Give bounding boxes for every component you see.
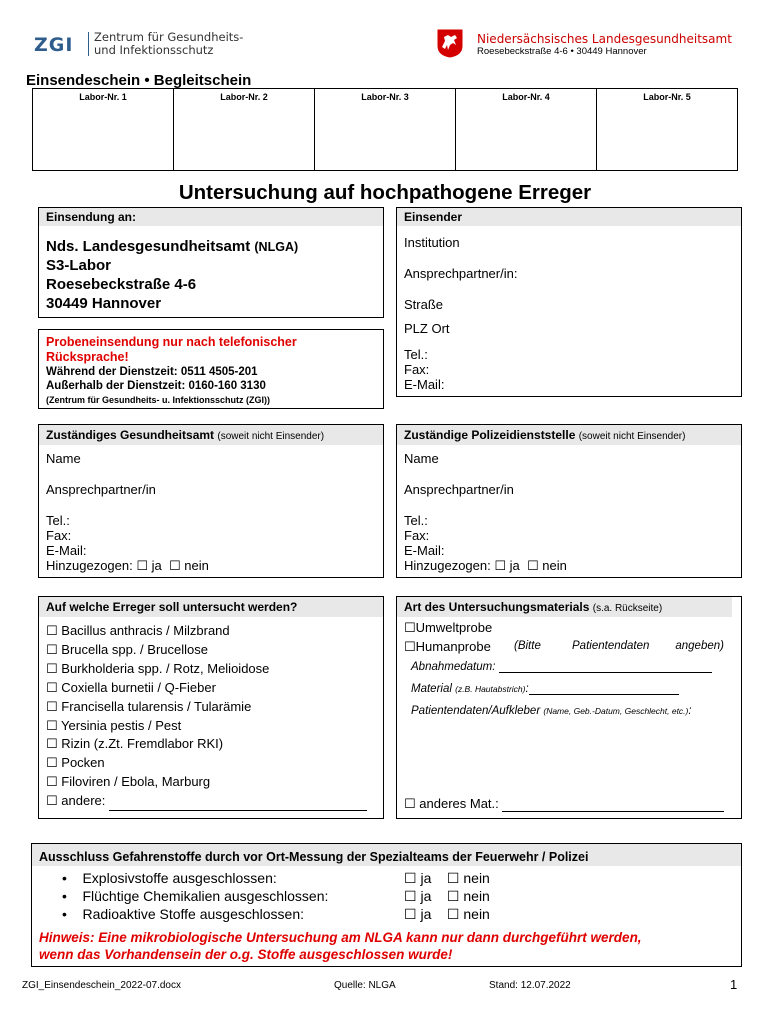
- erreger-item[interactable]: [46, 717, 367, 736]
- notice-line3: Während der Dienstzeit: 0511 4505-201: [46, 366, 258, 378]
- umweltprobe-checkbox[interactable]: ☐: [404, 621, 416, 636]
- abnahmedatum-label: Abnahmedatum:: [411, 661, 496, 673]
- material-label: Material: [411, 683, 452, 695]
- ausschluss-chemikalien-options: [404, 888, 490, 905]
- erreger-label: Filoviren / Ebola, Marburg: [61, 774, 211, 790]
- erreger-label: Bacillus anthracis / Milzbrand: [61, 623, 230, 638]
- polizei-email[interactable]: E-Mail:: [404, 543, 445, 558]
- radioaktiv-nein-label: nein: [463, 906, 490, 922]
- erreger-label: Coxiella burnetii / Q-Fieber: [61, 679, 216, 695]
- patientenaufkleber-label: Patientendaten/Aufkleber: [411, 705, 541, 717]
- ausschluss-radioaktiv-options: [404, 906, 490, 923]
- labor-number-table: [32, 88, 738, 171]
- gesundheitsamt-nein-checkbox[interactable]: ☐: [169, 559, 181, 574]
- einsender-ansprechpartner[interactable]: Ansprechpartner/in:: [404, 266, 518, 281]
- bullet: •: [62, 870, 67, 886]
- labor-nr-4[interactable]: Labor-Nr. 4: [456, 89, 597, 171]
- anderes-material-field[interactable]: [404, 796, 724, 812]
- polizei-name[interactable]: Name: [404, 451, 439, 466]
- erreger-checkbox[interactable]: ☐: [46, 661, 58, 677]
- erreger-item[interactable]: [46, 754, 367, 773]
- ausschluss-item-label: Explosivstoffe ausgeschlossen:: [82, 870, 277, 886]
- erreger-label: Brucella spp. / Brucellose: [61, 641, 208, 657]
- chemikalien-ja-checkbox[interactable]: ☐: [404, 889, 417, 905]
- erreger-checkbox[interactable]: ☐: [46, 642, 58, 658]
- einsender-plz-ort[interactable]: PLZ Ort: [404, 321, 450, 336]
- erreger-andere-checkbox[interactable]: ☐: [46, 794, 58, 810]
- material-header: [404, 600, 662, 614]
- labor-nr-5[interactable]: Labor-Nr. 5: [597, 89, 738, 171]
- nlga-address: Roesebeckstraße 4-6 • 30449 Hannover: [477, 46, 647, 57]
- gesundheitsamt-name[interactable]: Name: [46, 451, 81, 466]
- humanprobe-label: Humanprobe: [415, 639, 491, 654]
- hinweis-line1: Hinweis: Eine mikrobiologische Untersuchung am NLGA kann nur dann durchgeführt werden,: [39, 930, 642, 945]
- explosiv-nein-label: nein: [463, 870, 490, 886]
- einsendung-address-line1: [46, 237, 298, 257]
- material-header-text: Art des Untersuchungsmaterials: [404, 600, 590, 614]
- bullet: •: [62, 906, 67, 922]
- erreger-checkbox[interactable]: ☐: [46, 624, 58, 639]
- gesundheitsamt-header-text: Zuständiges Gesundheitsamt: [46, 428, 215, 442]
- explosiv-ja-label: ja: [420, 870, 432, 886]
- erreger-item[interactable]: [46, 679, 367, 698]
- ausschluss-item-radioaktiv: [62, 906, 304, 922]
- humanprobe-note: [514, 640, 724, 652]
- einsender-institution[interactable]: Institution: [404, 235, 460, 250]
- polizei-nein-checkbox[interactable]: ☐: [527, 559, 539, 574]
- footer-filename: ZGI_Einsendeschein_2022-07.docx: [22, 980, 181, 991]
- material-field[interactable]: [411, 683, 679, 695]
- material-header-note: (s.a. Rückseite): [592, 603, 663, 614]
- footer-quelle: Quelle: NLGA: [334, 980, 396, 991]
- einsendung-address-name: Nds. Landesgesundheitsamt: [46, 238, 251, 255]
- chemikalien-ja-label: ja: [420, 888, 432, 904]
- einsendung-address-line2: S3-Labor: [46, 257, 112, 274]
- explosiv-nein-checkbox[interactable]: ☐: [446, 871, 460, 887]
- einsender-tel[interactable]: Tel.:: [404, 347, 428, 362]
- erreger-label: Pocken: [61, 755, 105, 771]
- footer-page-number: 1: [730, 977, 738, 992]
- abnahmedatum-line[interactable]: [499, 661, 712, 673]
- gesundheitsamt-tel[interactable]: Tel.:: [46, 513, 70, 528]
- ausschluss-item-explosiv: [62, 870, 277, 886]
- humanprobe-note-angeben: angeben): [675, 640, 724, 652]
- erreger-andere[interactable]: [46, 792, 367, 811]
- patientenaufkleber-colon: :: [688, 705, 692, 717]
- einsendung-address-abbr: (NLGA): [254, 240, 299, 254]
- gesundheitsamt-ja-label: ja: [151, 558, 162, 573]
- polizei-hinzugezogen-label: Hinzugezogen:: [404, 558, 491, 573]
- polizei-header: [404, 428, 685, 442]
- erreger-header: Auf welche Erreger soll untersucht werden?: [46, 600, 298, 614]
- notice-line2: Rücksprache!: [46, 350, 129, 364]
- labor-nr-3[interactable]: Labor-Nr. 3: [315, 89, 456, 171]
- anderes-material-line[interactable]: [502, 799, 724, 812]
- gesundheitsamt-hinzugezogen: [46, 558, 209, 574]
- polizei-header-note: (soweit nicht Einsender): [578, 431, 686, 442]
- humanprobe-note-bitte: (Bitte: [514, 640, 541, 652]
- explosiv-ja-checkbox[interactable]: ☐: [404, 871, 417, 887]
- chemikalien-nein-checkbox[interactable]: ☐: [446, 889, 460, 905]
- polizei-fax[interactable]: Fax:: [404, 528, 430, 543]
- nlga-name: Niedersächsisches Landesgesundheitsamt: [477, 32, 732, 46]
- ausschluss-explosiv-options: [404, 870, 490, 887]
- material-umweltprobe[interactable]: [404, 620, 492, 636]
- footer-stand: Stand: 12.07.2022: [489, 980, 571, 991]
- erreger-checkbox[interactable]: ☐: [46, 680, 58, 696]
- notice-line4: Außerhalb der Dienstzeit: 0160-160 3130: [46, 380, 266, 392]
- gesundheitsamt-box: [38, 424, 384, 578]
- gesundheitsamt-ansprechpartner[interactable]: Ansprechpartner/in: [46, 482, 156, 497]
- zgi-name-line2: und Infektionsschutz: [94, 43, 214, 57]
- abnahmedatum-field[interactable]: [411, 661, 712, 673]
- erreger-item[interactable]: [46, 735, 367, 754]
- humanprobe-checkbox[interactable]: ☐: [404, 640, 416, 655]
- einsender-header: Einsender: [404, 210, 463, 224]
- radioaktiv-ja-checkbox[interactable]: ☐: [404, 907, 417, 923]
- erreger-checkbox[interactable]: ☐: [46, 775, 58, 791]
- erreger-item[interactable]: [46, 622, 367, 641]
- einsendung-header: Einsendung an:: [46, 210, 136, 224]
- gesundheitsamt-header: [46, 428, 324, 442]
- erreger-label: Yersinia pestis / Pest: [61, 717, 182, 733]
- polizei-ansprechpartner[interactable]: Ansprechpartner/in: [404, 482, 514, 497]
- gesundheitsamt-ja-checkbox[interactable]: ☐: [136, 559, 149, 574]
- radioaktiv-nein-checkbox[interactable]: ☐: [446, 907, 460, 923]
- document-title: Einsendeschein • Begleitschein: [26, 72, 252, 89]
- zgi-logo: ZGI: [34, 34, 74, 56]
- ausschluss-item-label: Radioaktive Stoffe ausgeschlossen:: [82, 906, 305, 922]
- gesundheitsamt-hinzugezogen-label: Hinzugezogen:: [46, 558, 133, 573]
- chemikalien-nein-label: nein: [463, 888, 490, 904]
- notice-line5: (Zentrum für Gesundheits- u. Infektionsschutz (ZGI)): [46, 395, 270, 405]
- zgi-name: [94, 31, 254, 57]
- erreger-item[interactable]: [46, 660, 367, 679]
- polizei-ja-checkbox[interactable]: ☐: [494, 559, 507, 574]
- erreger-andere-label: andere:: [61, 793, 106, 809]
- polizei-ja-label: ja: [509, 558, 520, 573]
- patientenaufkleber-note: (Name, Geb.-Datum, Geschlecht, etc.): [543, 706, 689, 716]
- notice-line1: Probeneinsendung nur nach telefonischer: [46, 335, 297, 349]
- polizei-hinzugezogen: [404, 558, 567, 574]
- anderes-material-checkbox[interactable]: ☐: [404, 797, 416, 812]
- material-colon: :: [525, 683, 529, 695]
- ausschluss-item-label: Flüchtige Chemikalien ausgeschlossen:: [82, 888, 329, 904]
- bullet: •: [62, 888, 67, 904]
- erreger-label: Rizin (z.Zt. Fremdlabor RKI): [61, 736, 224, 752]
- erreger-label: Francisella tularensis / Tularämie: [61, 698, 252, 714]
- gesundheitsamt-header-note: (soweit nicht Einsender): [217, 431, 325, 442]
- polizei-header-text: Zuständige Polizeidienststelle: [404, 428, 576, 442]
- ausschluss-item-chemikalien: [62, 888, 328, 904]
- patientenaufkleber-field[interactable]: [411, 705, 692, 717]
- humanprobe-note-patientendaten: Patientendaten: [572, 640, 650, 652]
- erreger-andere-line[interactable]: [109, 798, 367, 811]
- main-title: Untersuchung auf hochpathogene Erreger: [178, 181, 592, 204]
- lower-saxony-horse-icon: [436, 28, 464, 58]
- ausschluss-header: Ausschluss Gefahrenstoffe durch vor Ort-Messung der Spezialteams der Feuerwehr / Polizei: [39, 850, 589, 864]
- zgi-name-line1: Zentrum für Gesundheits-: [94, 30, 244, 44]
- hinweis-line2: wenn das Vorhandensein der o.g. Stoffe ausgeschlossen wurde!: [39, 947, 453, 962]
- zgi-divider: [88, 32, 89, 56]
- einsendung-address-line4: 30449 Hannover: [46, 295, 162, 312]
- einsender-fax[interactable]: Fax:: [404, 362, 430, 377]
- radioaktiv-ja-label: ja: [420, 906, 432, 922]
- erreger-label: Burkholderia spp. / Rotz, Melioidose: [61, 660, 270, 676]
- erreger-item[interactable]: [46, 641, 367, 660]
- erreger-checkbox[interactable]: ☐: [46, 718, 58, 734]
- polizei-nein-label: nein: [542, 558, 567, 573]
- erreger-item[interactable]: [46, 698, 367, 717]
- gesundheitsamt-fax[interactable]: Fax:: [46, 528, 72, 543]
- erreger-checkbox[interactable]: ☐: [46, 699, 58, 715]
- erreger-checkbox[interactable]: ☐: [46, 737, 58, 753]
- polizei-box: [396, 424, 742, 578]
- material-humanprobe[interactable]: [404, 639, 491, 655]
- erreger-item[interactable]: [46, 773, 367, 792]
- labor-nr-1[interactable]: Labor-Nr. 1: [33, 89, 174, 171]
- umweltprobe-label: Umweltprobe: [415, 620, 493, 635]
- material-line[interactable]: [529, 683, 679, 695]
- erreger-checkbox[interactable]: ☐: [46, 756, 58, 772]
- einsendung-address-line3: Roesebeckstraße 4-6: [46, 276, 197, 293]
- einsender-email[interactable]: E-Mail:: [404, 377, 445, 392]
- gesundheitsamt-email[interactable]: E-Mail:: [46, 543, 87, 558]
- polizei-tel[interactable]: Tel.:: [404, 513, 428, 528]
- labor-nr-2[interactable]: Labor-Nr. 2: [174, 89, 315, 171]
- anderes-material-label: anderes Mat.:: [419, 796, 499, 811]
- erreger-list: [46, 622, 367, 811]
- gesundheitsamt-nein-label: nein: [184, 558, 209, 573]
- material-note: (z.B. Hautabstrich): [455, 684, 526, 694]
- einsender-strasse[interactable]: Straße: [404, 297, 444, 312]
